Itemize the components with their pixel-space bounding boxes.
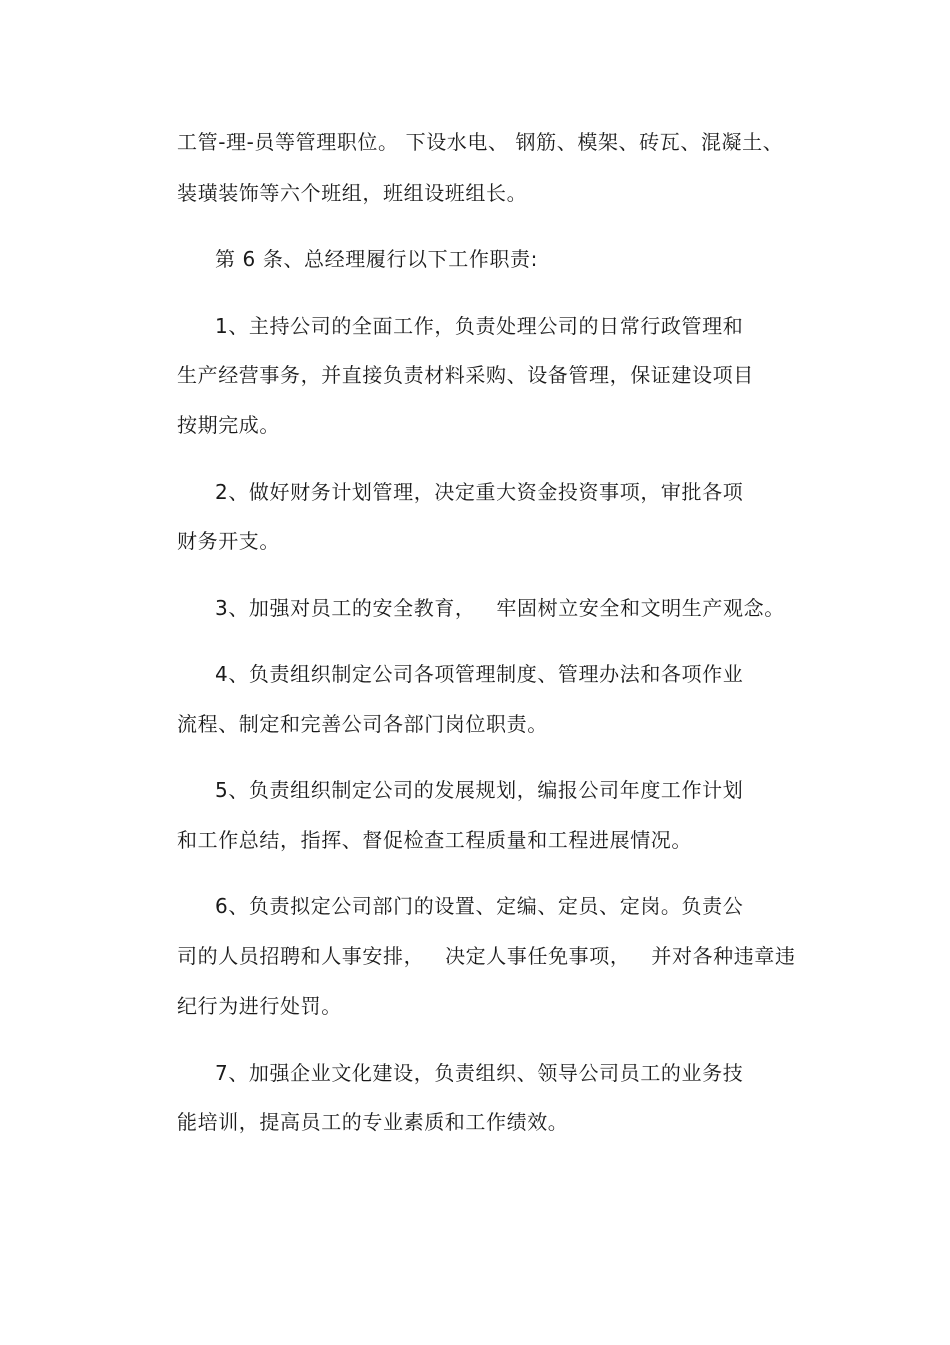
duty-1-line-1: 1、主持公司的全面工作，负责处理公司的日常行政管理和 bbox=[215, 314, 744, 338]
duty-5-line-2: 和工作总结，指挥、督促检查工程质量和工程进展情况。 bbox=[177, 828, 692, 852]
text-line-1: 工管-理-员等管理职位。 下设水电、 钢筋、模架、砖瓦、混凝土、 bbox=[177, 130, 784, 154]
duty-2-line-2: 财务开支。 bbox=[177, 529, 280, 553]
duty-1-line-3: 按期完成。 bbox=[177, 413, 280, 437]
duty-4-line-2: 流程、制定和完善公司各部门岗位职责。 bbox=[177, 712, 548, 736]
duty-6-line-1: 6、负责拟定公司部门的设置、定编、定员、定岗。负责公 bbox=[215, 894, 744, 918]
duty-6-line-3: 纪行为进行处罚。 bbox=[177, 994, 342, 1018]
duty-5-line-1: 5、负责组织制定公司的发展规划，编报公司年度工作计划 bbox=[215, 778, 744, 802]
text-line-2: 装璜装饰等六个班组，班组设班组长。 bbox=[177, 181, 528, 205]
duty-3-line-1: 3、加强对员工的安全教育， 牢固树立安全和文明生产观念。 bbox=[215, 596, 785, 620]
duty-2-line-1: 2、做好财务计划管理，决定重大资金投资事项，审批各项 bbox=[215, 480, 744, 504]
duty-6-line-2: 司的人员招聘和人事安排， 决定人事任免事项， 并对各种违章违 bbox=[177, 944, 796, 968]
duty-4-line-1: 4、负责组织制定公司各项管理制度、管理办法和各项作业 bbox=[215, 662, 744, 686]
duty-7-line-2: 能培训，提高员工的专业素质和工作绩效。 bbox=[177, 1110, 569, 1134]
duty-7-line-1: 7、加强企业文化建设，负责组织、领导公司员工的业务技 bbox=[215, 1061, 744, 1085]
article-heading: 第 6 条、总经理履行以下工作职责: bbox=[215, 247, 538, 271]
duty-1-line-2: 生产经营事务，并直接负责材料采购、设备管理，保证建设项目 bbox=[177, 363, 754, 387]
